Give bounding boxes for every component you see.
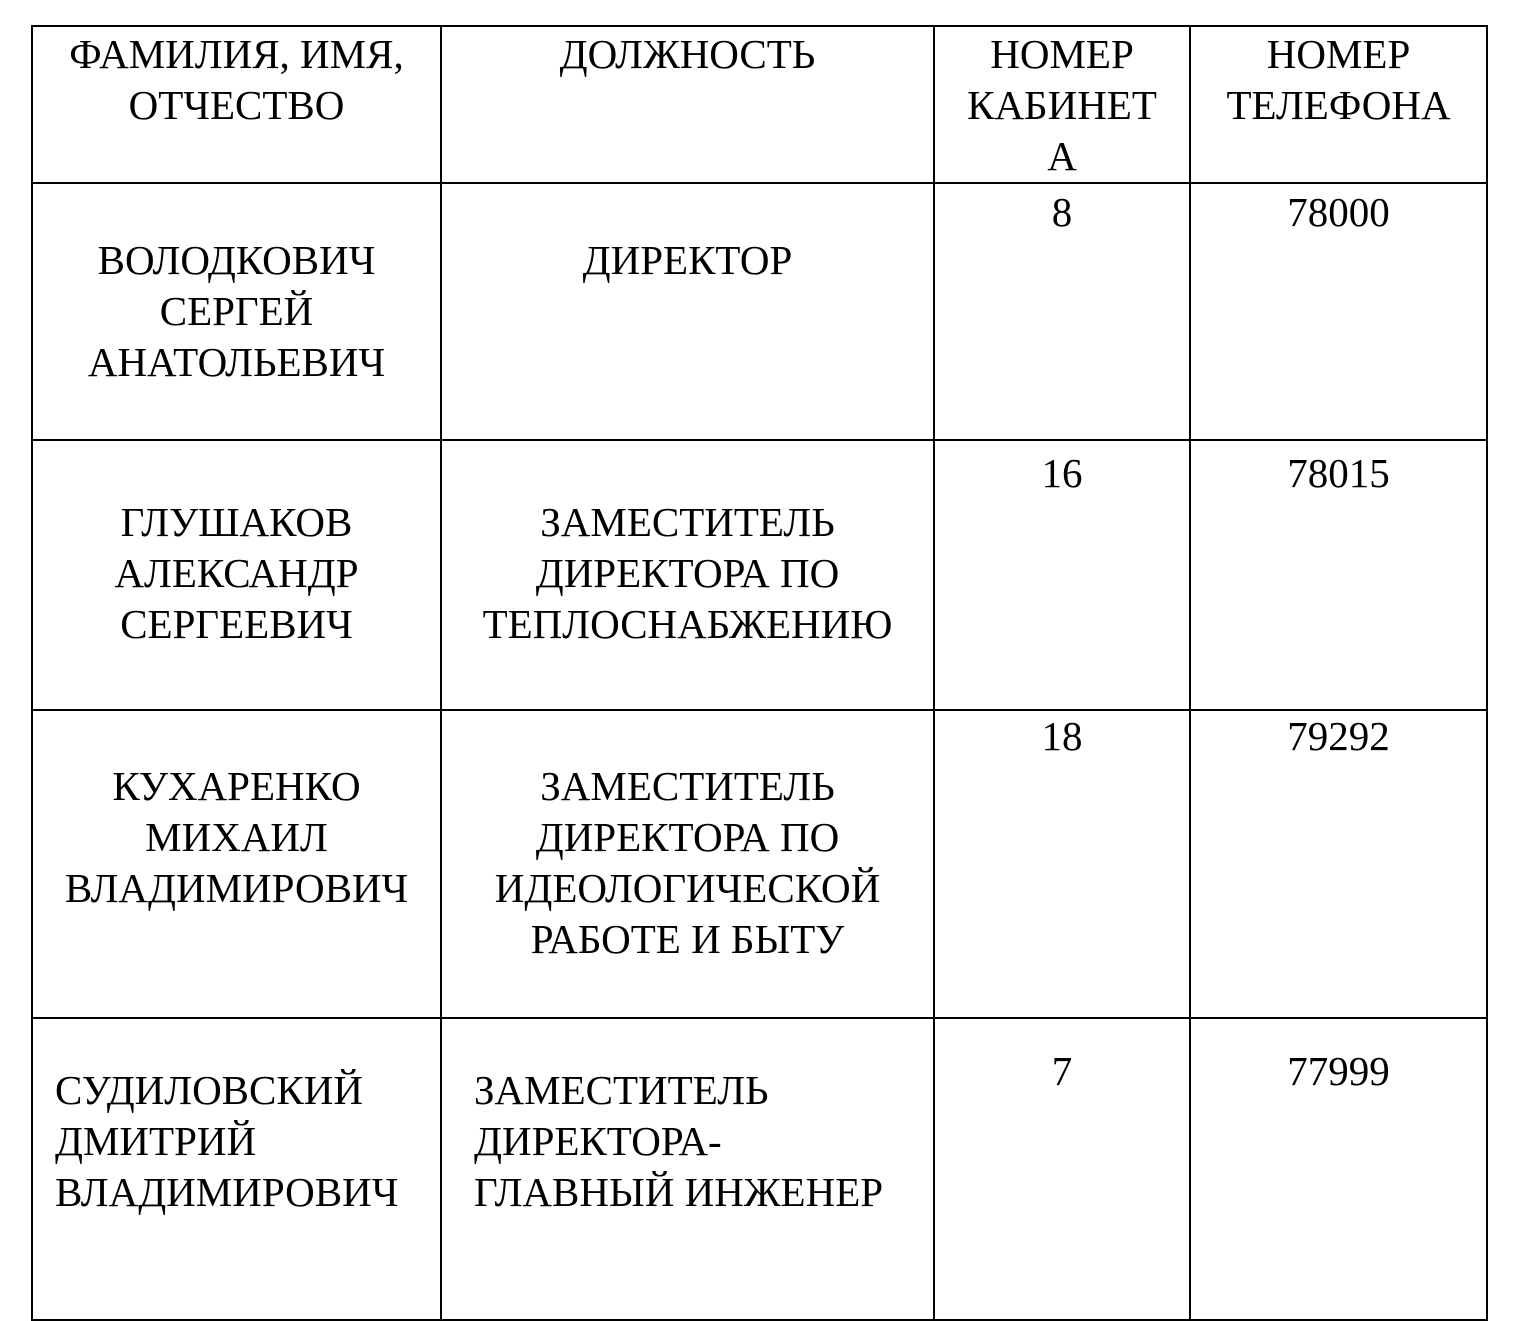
name-line: СЕРГЕЕВИЧ bbox=[120, 601, 353, 647]
cell-position bbox=[441, 440, 934, 710]
table-row bbox=[32, 1018, 1487, 1320]
cell-room: 8 bbox=[934, 183, 1190, 440]
name-line: ВЛАДИМИРОВИЧ bbox=[64, 865, 409, 911]
staff-contact-table bbox=[31, 25, 1488, 1321]
position-line: ДИРЕКТОР bbox=[582, 237, 793, 283]
position-line: ТЕПЛОСНАБЖЕНИЮ bbox=[482, 601, 893, 647]
position-line: ИДЕОЛОГИЧЕСКОЙ bbox=[494, 865, 881, 911]
header-name bbox=[32, 26, 441, 183]
position-line: ДИРЕКТОРА ПО bbox=[535, 814, 840, 860]
cell-phone: 77999 bbox=[1190, 1018, 1487, 1320]
cell-position bbox=[441, 710, 934, 1018]
cell-name bbox=[32, 1018, 441, 1320]
cell-room: 7 bbox=[934, 1018, 1190, 1320]
name-line: ГЛУШАКОВ bbox=[120, 499, 353, 545]
position-line: ЗАМЕСТИТЕЛЬ bbox=[474, 1067, 769, 1113]
header-phone bbox=[1190, 26, 1487, 183]
table-header-row bbox=[32, 26, 1487, 183]
position-line: ЗАМЕСТИТЕЛЬ bbox=[540, 499, 835, 545]
position-line: ДИРЕКТОРА- bbox=[474, 1118, 722, 1164]
name-line: АНАТОЛЬЕВИЧ bbox=[87, 339, 386, 385]
header-position-line: ДОЛЖНОСТЬ bbox=[559, 31, 816, 77]
cell-phone: 78000 bbox=[1190, 183, 1487, 440]
header-room-line: А bbox=[1047, 133, 1077, 179]
header-phone-line: НОМЕР bbox=[1266, 31, 1411, 77]
name-line: МИХАИЛ bbox=[145, 814, 328, 860]
header-phone-line: ТЕЛЕФОНА bbox=[1226, 82, 1451, 128]
cell-position bbox=[441, 1018, 934, 1320]
cell-phone: 78015 bbox=[1190, 440, 1487, 710]
cell-position bbox=[441, 183, 934, 440]
cell-phone: 79292 bbox=[1190, 710, 1487, 1018]
header-position bbox=[441, 26, 934, 183]
name-line: ВОЛОДКОВИЧ bbox=[97, 237, 376, 283]
table-row bbox=[32, 183, 1487, 440]
name-line: ДМИТРИЙ bbox=[55, 1118, 257, 1164]
name-line: АЛЕКСАНДР bbox=[114, 550, 359, 596]
header-name-line: ОТЧЕСТВО bbox=[128, 82, 345, 128]
position-line: ГЛАВНЫЙ ИНЖЕНЕР bbox=[474, 1169, 884, 1215]
table-row bbox=[32, 440, 1487, 710]
cell-room: 18 bbox=[934, 710, 1190, 1018]
position-line: РАБОТЕ И БЫТУ bbox=[530, 916, 845, 962]
name-line: СЕРГЕЙ bbox=[159, 288, 314, 334]
position-line: ЗАМЕСТИТЕЛЬ bbox=[540, 763, 835, 809]
name-line: КУХАРЕНКО bbox=[112, 763, 361, 809]
name-line: ВЛАДИМИРОВИЧ bbox=[55, 1169, 399, 1215]
cell-name bbox=[32, 183, 441, 440]
header-room-line: НОМЕР bbox=[990, 31, 1134, 77]
table-row bbox=[32, 710, 1487, 1018]
header-room-line: КАБИНЕТ bbox=[967, 82, 1157, 128]
position-line: ДИРЕКТОРА ПО bbox=[535, 550, 840, 596]
name-line: СУДИЛОВСКИЙ bbox=[55, 1067, 363, 1113]
cell-room: 16 bbox=[934, 440, 1190, 710]
cell-name bbox=[32, 440, 441, 710]
header-name-line: ФАМИЛИЯ, ИМЯ, bbox=[69, 31, 404, 77]
cell-name bbox=[32, 710, 441, 1018]
header-room bbox=[934, 26, 1190, 183]
